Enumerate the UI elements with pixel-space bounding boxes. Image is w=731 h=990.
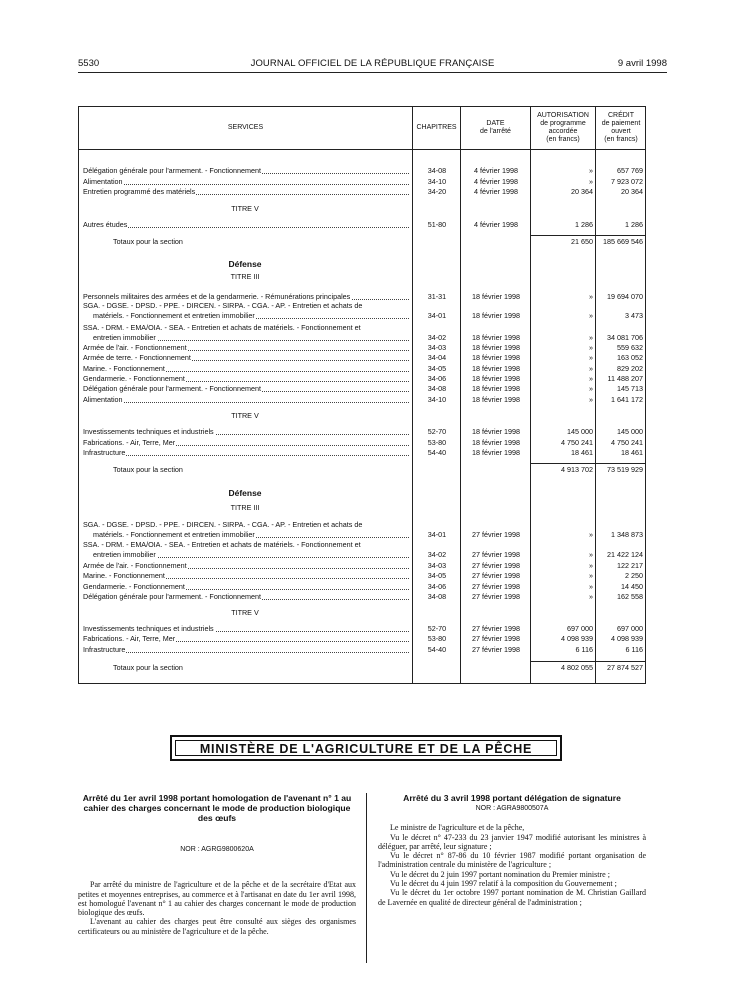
date-cell: 27 février 1998 (472, 624, 520, 633)
date-cell: 18 février 1998 (472, 353, 520, 362)
total-autorisation: 4 913 702 (561, 465, 593, 474)
total-autorisation: 4 802 055 (561, 663, 593, 672)
service-label: Fabrications. - Air, Terre, Mer (83, 634, 176, 643)
service-label: Délégation générale pour l'armement. - Fonctionnement (83, 166, 261, 175)
credit-cell: 6 116 (625, 645, 643, 654)
autorisation-cell: » (589, 177, 593, 186)
date-cell: 18 février 1998 (472, 333, 520, 342)
total-credit: 27 874 527 (607, 663, 643, 672)
credit-cell: 1 286 (625, 220, 643, 229)
credit-cell: 3 473 (625, 311, 643, 320)
totals-row (79, 464, 645, 475)
service-cell (83, 591, 409, 602)
table-row (79, 549, 645, 560)
autorisation-cell: 6 116 (575, 645, 593, 654)
service-label: matériels. - Fonctionnement et entretien immobilier (93, 530, 255, 539)
chapitre-cell: 52-70 (427, 427, 447, 436)
service-label: Armée de l'air. - Fonctionnement (83, 343, 187, 352)
date-cell: 18 février 1998 (472, 395, 520, 404)
header-autorisation: AUTORISATION de programme accordée (en francs) (537, 112, 589, 143)
autorisation-cell: » (589, 374, 593, 383)
autorisation-cell: » (589, 571, 593, 580)
service-label: Personnels militaires des armées et de la gendarmerie. - Rémunérations principales (83, 292, 351, 301)
date-cell: 18 février 1998 (472, 448, 520, 457)
table-row (79, 447, 645, 458)
credit-cell: 145 713 (617, 384, 643, 393)
service-label: Infrastructure (83, 448, 126, 457)
right-article (378, 793, 646, 907)
autorisation-cell: » (589, 384, 593, 393)
date-cell: 18 février 1998 (472, 438, 520, 447)
table-row (79, 186, 645, 197)
left-article-nor: NOR : AGRG9800620A (180, 846, 254, 853)
service-label: Armée de l'air. - Fonctionnement (83, 561, 187, 570)
chapitre-cell: 34-02 (427, 333, 447, 342)
credit-cell: 20 364 (621, 187, 643, 196)
autorisation-cell: » (589, 364, 593, 373)
leader-dots (83, 652, 409, 653)
chapitre-cell: 34-06 (427, 374, 447, 383)
totals-label: Totaux pour la section (113, 237, 183, 246)
date-cell: 18 février 1998 (472, 343, 520, 352)
chapitre-cell: 34-20 (427, 187, 447, 196)
chapitre-cell: 34-01 (427, 311, 447, 320)
leader-dots (83, 227, 409, 228)
date-cell: 18 février 1998 (472, 427, 520, 436)
service-cell (83, 165, 409, 176)
service-cell (83, 383, 409, 394)
totals-row (79, 662, 645, 673)
autorisation-cell: 145 000 (567, 427, 593, 436)
total-credit: 73 519 929 (607, 465, 643, 474)
chapitre-cell: 34-10 (427, 395, 447, 404)
service-cell (83, 186, 409, 197)
service-cell (83, 447, 409, 458)
header-chapitres: CHAPITRES (416, 124, 457, 131)
total-credit: 185 669 546 (603, 237, 643, 246)
column-separator (366, 793, 367, 963)
chapitre-cell: 34-02 (427, 550, 447, 559)
chapitre-cell: 34-08 (427, 384, 447, 393)
chapitre-cell: 34-08 (427, 166, 447, 175)
service-label: Investissements techniques et industriels (83, 624, 214, 633)
autorisation-cell: » (589, 530, 593, 539)
service-cell (83, 394, 409, 405)
service-label: Investissements techniques et industriels (83, 427, 214, 436)
credit-cell: 4 098 939 (611, 634, 643, 643)
chapitre-cell: 54-40 (427, 448, 447, 457)
header-date: DATE de l'arrêté (480, 120, 511, 135)
credits-table (78, 106, 646, 684)
page-header (78, 58, 667, 72)
total-autorisation: 21 650 (571, 237, 593, 246)
credit-cell: 1 348 873 (611, 530, 643, 539)
table-row (79, 644, 645, 655)
date-cell: 27 février 1998 (472, 571, 520, 580)
section-heading: Défense (228, 259, 262, 269)
service-cell (83, 219, 409, 230)
left-article-title: Arrêté du 1er avril 1998 portant homologation de l'avenant n° 1 au cahier des charges concernant le mode de production biologique des œufs (82, 793, 352, 823)
service-label: Alimentation (83, 177, 123, 186)
table-row (79, 310, 645, 321)
autorisation-cell: » (589, 561, 593, 570)
autorisation-cell: » (589, 333, 593, 342)
credit-cell: 163 052 (617, 353, 643, 362)
service-cell (83, 352, 409, 363)
credit-cell: 11 488 207 (607, 374, 643, 383)
service-cell: SSA. - DRM. - EMA/OIA. - SEA. - Entretien et achats de matériels. - Fonctionnement et (83, 540, 361, 549)
totals-label: Totaux pour la section (113, 663, 183, 672)
date-cell: 18 février 1998 (472, 364, 520, 373)
table-row (79, 426, 645, 437)
credit-cell: 21 422 124 (607, 550, 643, 559)
right-paragraph: Vu le décret du 1er octobre 1997 portant nomination de M. Christian Gaillard de Lavernée en qualité de directeur général de l'administration ; (378, 888, 646, 907)
chapitre-cell: 34-01 (427, 530, 447, 539)
chapitre-cell: 53-80 (427, 634, 447, 643)
table-row (79, 352, 645, 363)
date-cell: 18 février 1998 (472, 292, 520, 301)
autorisation-cell: » (589, 550, 593, 559)
left-paragraph: Par arrêté du ministre de l'agriculture et de la pêche et de la secrétaire d'Etat aux petites et moyennes entreprises, au commerce et à l'artisanat en date du 1er avril 1998, est homologué l'avenant n° 1 au cahier des charges concernant le mode de production biologique des œufs. (78, 880, 356, 918)
chapitre-cell: 34-05 (427, 571, 447, 580)
service-cell (93, 310, 409, 321)
chapitre-cell: 31-31 (427, 292, 447, 301)
autorisation-cell: » (589, 395, 593, 404)
service-label: Délégation générale pour l'armement. - Fonctionnement (83, 384, 261, 393)
right-article-nor: NOR : AGRA9800507A (475, 805, 549, 812)
totals-row (79, 236, 645, 247)
date-cell: 27 février 1998 (472, 592, 520, 601)
credit-cell: 19 694 070 (607, 292, 643, 301)
service-label: Infrastructure (83, 645, 126, 654)
date-cell: 27 février 1998 (472, 530, 520, 539)
credit-cell: 2 250 (625, 571, 643, 580)
right-paragraph: Vu le décret n° 47-233 du 23 janvier 1947 modifié autorisant les ministres à déléguer, par arrêté, leur signature ; (378, 832, 646, 851)
table-row (79, 219, 645, 230)
autorisation-cell: » (589, 582, 593, 591)
left-paragraph: L'avenant au cahier des charges peut être consulté aux sièges des organismes certificateurs ou au ministère de l'agriculture et de la pêche. (78, 917, 356, 936)
service-label: Entretien programmé des matériels (83, 187, 196, 196)
date-cell: 27 février 1998 (472, 634, 520, 643)
chapitre-cell: 52-70 (427, 624, 447, 633)
credit-cell: 122 217 (617, 561, 643, 570)
left-article-body (78, 880, 356, 936)
service-label: matériels. - Fonctionnement et entretien immobilier (93, 311, 255, 320)
chapitre-cell: 34-03 (427, 343, 447, 352)
service-cell: SGA. - DGSE. - DPSD. - PPE. - DIRCEN. - SIRPA. - CGA. - AP. - Entretien et achats de (83, 520, 363, 529)
credit-cell: 559 632 (617, 343, 643, 352)
header-services: SERVICES (227, 124, 264, 131)
autorisation-cell: » (589, 292, 593, 301)
date-cell: 18 février 1998 (472, 374, 520, 383)
chapitre-cell: 34-06 (427, 582, 447, 591)
leader-dots (83, 402, 409, 403)
service-label: Autres études (83, 220, 128, 229)
table-row (79, 591, 645, 602)
journal-title: JOURNAL OFFICIEL DE LA RÉPUBLIQUE FRANÇAISE (250, 58, 495, 69)
service-label: Marine. - Fonctionnement (83, 364, 165, 373)
credit-cell: 18 461 (621, 448, 643, 457)
autorisation-cell: 18 461 (571, 448, 593, 457)
service-label: entretien immobilier (93, 550, 156, 559)
autorisation-cell: » (589, 311, 593, 320)
right-paragraph: Vu le décret du 4 juin 1997 relatif à la composition du Gouvernement ; (390, 879, 617, 889)
service-cell (83, 633, 409, 644)
issue-date: 9 avril 1998 (617, 58, 667, 69)
chapitre-cell: 53-80 (427, 438, 447, 447)
service-cell (83, 426, 409, 437)
credit-cell: 829 202 (617, 364, 643, 373)
right-paragraph: Vu le décret du 2 juin 1997 portant nomination du Premier ministre ; (390, 869, 610, 879)
service-label: Gendarmerie. - Fonctionnement (83, 582, 185, 591)
date-cell: 18 février 1998 (472, 384, 520, 393)
leader-dots (83, 184, 409, 185)
right-paragraph: Le ministre de l'agriculture et de la pêche, (390, 823, 525, 833)
autorisation-cell: » (589, 343, 593, 352)
credit-cell: 4 750 241 (611, 438, 643, 447)
total-rule (596, 463, 646, 464)
autorisation-cell: 20 364 (571, 187, 593, 196)
credit-cell: 145 000 (617, 427, 643, 436)
date-cell: 27 février 1998 (472, 582, 520, 591)
right-paragraph: Vu le décret n° 87-86 du 10 février 1987 modifié portant organisation de l'administration centrale du ministère de l'agriculture ; (378, 851, 646, 870)
service-label: Délégation générale pour l'armement. - Fonctionnement (83, 592, 261, 601)
service-cell (83, 570, 409, 581)
table-row (79, 570, 645, 581)
autorisation-cell: » (589, 592, 593, 601)
chapitre-cell: 51-80 (427, 220, 447, 229)
credit-cell: 14 450 (621, 582, 643, 591)
table-row (79, 394, 645, 405)
date-cell: 4 février 1998 (474, 220, 518, 229)
date-cell: 27 février 1998 (472, 645, 520, 654)
ministry-banner-text: MINISTÈRE DE L'AGRICULTURE ET DE LA PÊCHE (175, 740, 557, 756)
service-label: entretien immobilier (93, 333, 156, 342)
date-cell: 27 février 1998 (472, 561, 520, 570)
ministry-banner (170, 735, 562, 761)
service-cell (83, 644, 409, 655)
service-label: Gendarmerie. - Fonctionnement (83, 374, 185, 383)
credit-cell: 1 641 172 (611, 395, 643, 404)
autorisation-cell: 1 286 (575, 220, 593, 229)
date-cell: 4 février 1998 (474, 177, 518, 186)
total-rule (531, 235, 595, 236)
table-row (79, 383, 645, 394)
chapitre-cell: 34-08 (427, 592, 447, 601)
service-cell: SSA. - DRM. - EMA/OIA. - SEA. - Entretien et achats de matériels. - Fonctionnement et (83, 323, 361, 332)
header-divider (79, 149, 645, 150)
service-label: Alimentation (83, 395, 123, 404)
autorisation-cell: » (589, 353, 593, 362)
left-article (78, 793, 356, 936)
titre-heading: TITRE V (231, 608, 259, 617)
autorisation-cell: 697 000 (567, 624, 593, 633)
right-article-body (378, 823, 646, 907)
credit-cell: 7 923 072 (611, 177, 643, 186)
service-label: Fabrications. - Air, Terre, Mer (83, 438, 176, 447)
credit-cell: 697 000 (617, 624, 643, 633)
credit-cell: 34 081 706 (607, 333, 643, 342)
header-rule (78, 72, 667, 73)
service-cell: SGA. - DGSE. - DPSD. - PPE. - DIRCEN. - SIRPA. - CGA. - AP. - Entretien et achats de (83, 301, 363, 310)
total-rule (596, 661, 646, 662)
right-article-title: Arrêté du 3 avril 1998 portant délégation de signature (403, 793, 621, 803)
total-rule (531, 661, 595, 662)
date-cell: 18 février 1998 (472, 311, 520, 320)
date-cell: 4 février 1998 (474, 166, 518, 175)
credit-cell: 162 558 (617, 592, 643, 601)
service-label: Marine. - Fonctionnement (83, 571, 165, 580)
titre-heading: TITRE V (231, 411, 259, 420)
date-cell: 4 février 1998 (474, 187, 518, 196)
autorisation-cell: 4 098 939 (561, 634, 593, 643)
chapitre-cell: 34-10 (427, 177, 447, 186)
credit-cell: 657 769 (617, 166, 643, 175)
chapitre-cell: 34-04 (427, 353, 447, 362)
total-rule (531, 463, 595, 464)
table-row (79, 633, 645, 644)
autorisation-cell: 4 750 241 (561, 438, 593, 447)
service-cell (93, 549, 409, 560)
titre-heading: TITRE III (230, 272, 260, 281)
chapitre-cell: 34-05 (427, 364, 447, 373)
service-label: Armée de terre. - Fonctionnement (83, 353, 191, 362)
titre-heading: TITRE III (230, 503, 260, 512)
leader-dots (83, 455, 409, 456)
table-row (79, 165, 645, 176)
titre-heading: TITRE V (231, 204, 259, 213)
header-credit: CRÉDIT de paiement ouvert (en francs) (601, 112, 641, 143)
totals-label: Totaux pour la section (113, 465, 183, 474)
total-rule (596, 235, 646, 236)
page-number: 5530 (78, 58, 100, 69)
autorisation-cell: » (589, 166, 593, 175)
chapitre-cell: 54-40 (427, 645, 447, 654)
section-heading: Défense (228, 488, 262, 498)
chapitre-cell: 34-03 (427, 561, 447, 570)
date-cell: 27 février 1998 (472, 550, 520, 559)
